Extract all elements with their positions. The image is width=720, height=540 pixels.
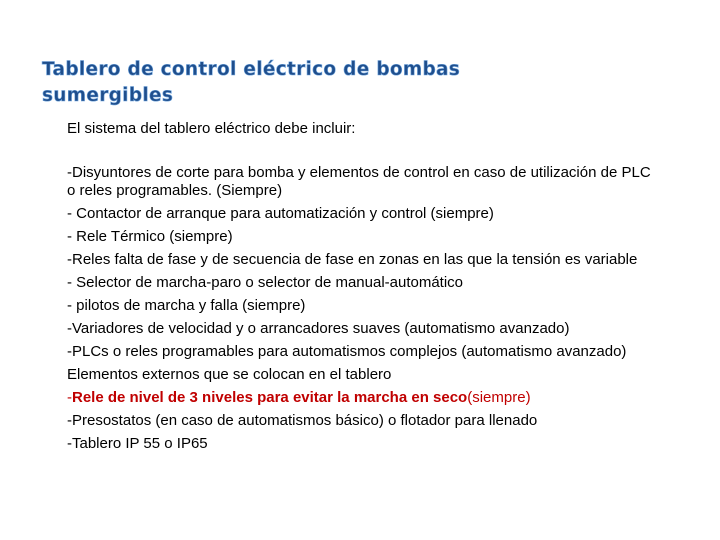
requirements-list: [67, 164, 667, 458]
list-item: -Disyuntores de corte para bomba y elementos de control en caso de utilización de PLC o reles programables. (Siempre): [67, 164, 651, 199]
list-item: - Rele Térmico (siempre): [67, 228, 233, 245]
highlighted-list-item: [67, 389, 667, 407]
list-item: -Reles falta de fase y de secuencia de fase en zonas en las que la tensión es variable: [67, 251, 638, 268]
highlight-prefix: -: [67, 389, 72, 406]
list-item: -Tablero IP 55 o IP65: [67, 435, 208, 452]
section-heading: Elementos externos que se colocan en el tablero: [67, 366, 392, 383]
list-item: - Selector de marcha-paro o selector de manual-automático: [67, 274, 464, 291]
highlight-bold-text: Rele de nivel de 3 niveles para evitar la marcha en seco: [72, 389, 468, 406]
list-item: -PLCs o reles programables para automatismos complejos (automatismo avanzado): [67, 343, 627, 360]
slide-title: Tablero de control eléctrico de bombas sumergibles: [42, 59, 461, 106]
list-item: -Variadores de velocidad y o arrancadores suaves (automatismo avanzado): [67, 320, 570, 337]
list-item: - Contactor de arranque para automatización y control (siempre): [67, 205, 494, 222]
highlight-suffix: (siempre): [467, 389, 531, 406]
list-item: - pilotos de marcha y falla (siempre): [67, 297, 306, 314]
intro-text: El sistema del tablero eléctrico debe incluir:: [67, 120, 356, 137]
list-item: -Presostatos (en caso de automatismos básico) o flotador para llenado: [67, 412, 538, 429]
